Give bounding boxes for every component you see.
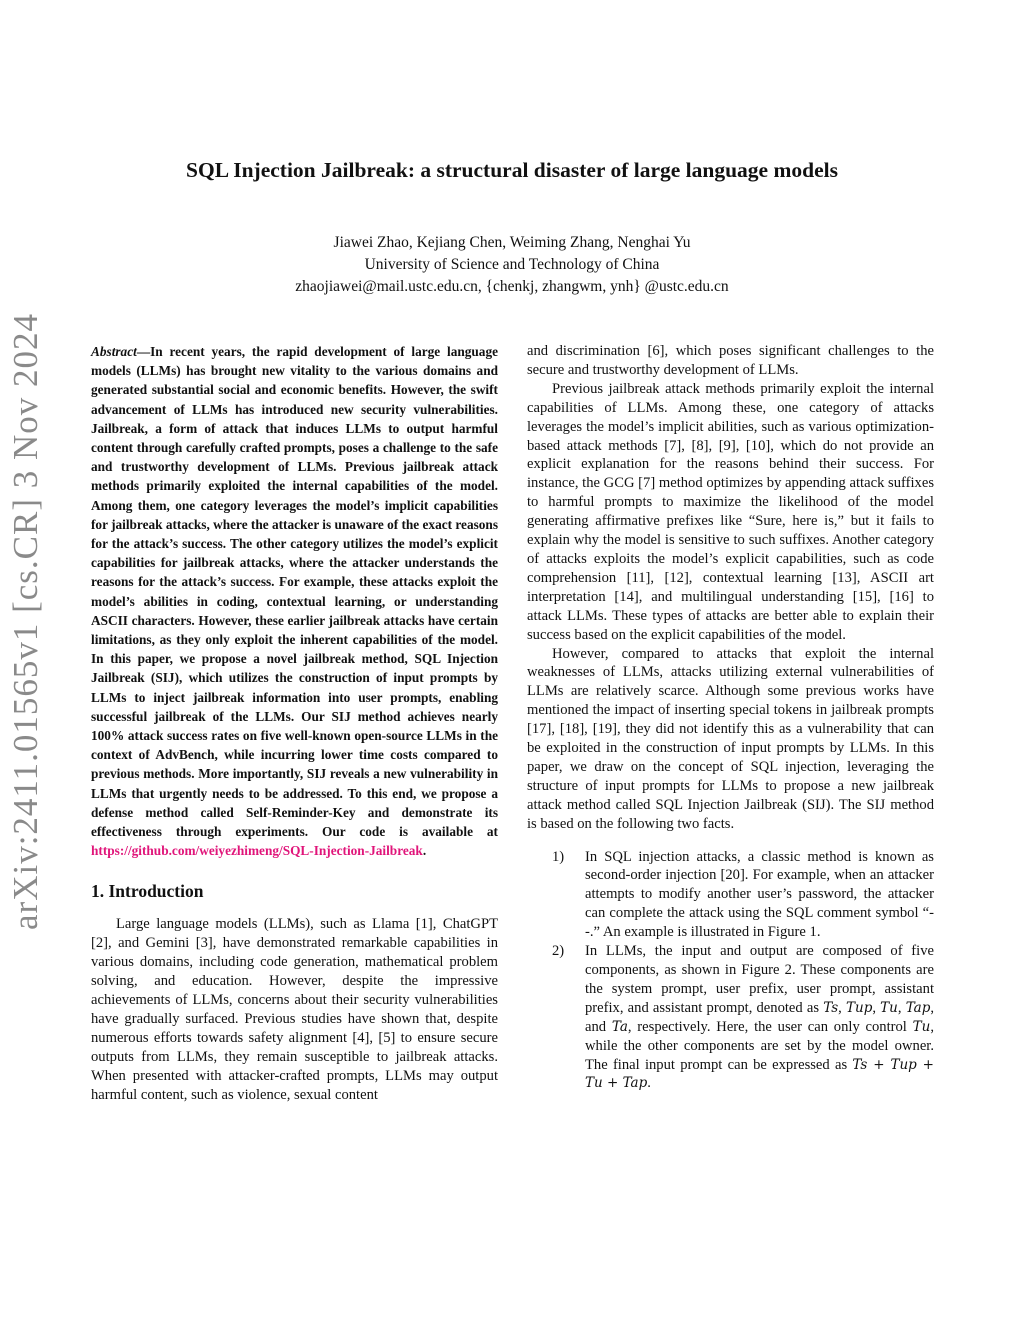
intro-paragraph-2: Previous jailbreak attack methods primarily exploit the internal capabilities of LLMs. Among these, one category of attacks leverages the model’s implicit abilities, such as various optimization-based attack methods [7], [8], [9], [10], which do not provide an explicit explanation for the reasons behind their success. For instance, the GCG [7] method optimizes by appending attack suffixes to harmful prompts to maximize the likelihood of the model generating affirmative prefixes like “Sure, here is,” but it fails to explain why the model is sensitive to such suffixes. Another category of attacks exploits the model’s explicit capabilities, such as code comprehension [11], [12], contextual learning [13], ASCII art interpretation [14], and multilingual understanding [15], [16] to attack LLMs. These types of attacks are better able to explain their success based on the explicit capabilities of the model. — [527, 380, 934, 643]
math-ts: Ts — [823, 999, 839, 1016]
fact-text-1: In SQL injection attacks, a classic method is known as second-order injection [20]. For example, when an attacker attempts to modify another user’s password, the attacker can complete the attack using the SQL comment symbol “- -.” An example is illustrated in Figure 1. — [585, 848, 934, 941]
math-tu: Tu — [880, 999, 898, 1016]
left-column — [91, 342, 498, 1104]
section-heading-introduction: 1. Introduction — [91, 881, 204, 902]
math-tup: Tup — [846, 999, 873, 1016]
math-ta: Ta — [611, 1018, 628, 1035]
right-column — [527, 342, 934, 1093]
math-sum: Ts + Tup + Tu + Tap — [585, 1056, 934, 1092]
sep: , and — [585, 999, 935, 1035]
period: . — [647, 1075, 651, 1092]
code-link[interactable]: https://github.com/weiyezhimeng/SQL-Injection-Jailbreak — [91, 843, 423, 859]
sep: , — [838, 999, 846, 1016]
intro-paragraph-3: However, compared to attacks that exploit the internal weaknesses of LLMs, attacks utilizing external vulnerabilities of LLMs are relatively scarce. Although some previous works have mentioned the impact of inserting special tokens in jailbreak prompts [17], [18], [19], they did not identify this as a vulnerability that can be exploited in the construction of input prompts by LLMs. In this paper, we draw on the concept of SQL injection, leveraging the structure of input prompts for LLMs to propose a new jailbreak attack method called SQL Injection Jailbreak (SIJ). The SIJ method is based on the following two facts. — [527, 645, 934, 832]
affiliation: University of Science and Technology of China — [364, 256, 660, 273]
author-names: Jiawei Zhao, Kejiang Chen, Weiming Zhang, Nenghai Yu — [333, 234, 691, 251]
math-tap: Tap — [905, 999, 931, 1016]
abstract-label: Abstract — [91, 344, 137, 359]
author-block — [0, 232, 1024, 298]
abstract-end: . — [422, 843, 427, 859]
sep: , — [872, 999, 881, 1016]
math-tu-2: Tu — [912, 1018, 931, 1035]
sep: , — [897, 999, 906, 1016]
fact-text-2c: , while the other components are set by the model owner. The final input prompt can be expressed as — [585, 1018, 934, 1073]
fact-text-2 — [585, 943, 934, 1091]
arxiv-identifier: arXiv:2411.01565v1 [cs.CR] 3 Nov 2024 — [6, 312, 45, 930]
abstract — [91, 342, 498, 860]
fact-text-2a: In LLMs, the input and output are composed of five components, as shown in Figure 2. These components are the system prompt, user prefix, user prompt, assistant prefix, and assistant prompt, denoted as — [585, 943, 934, 1016]
fact-text-2b: , respectively. Here, the user can only control — [627, 1018, 913, 1035]
abstract-body: —In recent years, the rapid development of large language models (LLMs) has brought new vitality to the various domains and generated substantial social and economic benefits. However, the swift advancement of LLMs has introduced new security vulnerabilities. Jailbreak, a form of attack that induces LLMs to output harmful content through carefully crafted prompts, poses a challenge to the safe and trustworthy development of LLMs. Previous jailbreak attack methods primarily exploited the internal capabilities of the model. Among them, one category leverages the model’s implicit capabilities for jailbreak attacks, where the attacker is unaware of the exact reasons for the attack’s success. The other category utilizes the model’s explicit capabilities for jailbreak attacks, where the attacker understands the reasons for the attack’s success. For example, these attacks exploit the model’s abilities in coding, contextual learning, or understanding ASCII characters. However, these earlier jailbreak attacks have certain limitations, as they only exploit the inherent capabilities of the model. In this paper, we propose a novel jailbreak method, SQL Injection Jailbreak (SIJ), which utilizes the construction of input prompts by LLMs to inject jailbreak information into user prompts, enabling successful jailbreak of the LLMs. Our SIJ method achieves nearly 100% attack success rates on five well-known open-source LLMs in the context of AdvBench, while incurring lower time costs compared to previous methods. More importantly, SIJ reveals a new vulnerability in LLMs that urgently needs to be addressed. To this end, we propose a defense method called Self-Reminder-Key and demonstrate its effectiveness through experiments. Our code is available at — [91, 344, 498, 840]
author-emails: zhaojiawei@mail.ustc.edu.cn, {chenkj, zhangwm, ynh} @ustc.edu.cn — [295, 278, 729, 295]
fact-number-2: 2) — [552, 943, 565, 960]
fact-number-1: 1) — [552, 848, 565, 865]
fact-item-1 — [527, 848, 934, 943]
intro-paragraph-1: Large language models (LLMs), such as Llama [1], ChatGPT [2], and Gemini [3], have demonstrated remarkable capabilities in various domains, including code generation, mathematical problem solving, and education. However, despite the impressive achievements of LLMs, concerns about their security vulnerabilities have gradually surfaced. Previous studies have shown that, despite numerous efforts towards safety alignment [4], [5] to ensure secure outputs from LLMs, they remain susceptible to jailbreak attacks. When presented with attacker-crafted prompts, LLMs may output harmful content, such as violence, sexual content — [91, 916, 498, 1103]
intro-continuation: and discrimination [6], which poses significant challenges to the secure and trustworthy development of LLMs. — [527, 343, 934, 378]
fact-item-2 — [527, 942, 934, 1093]
paper-title: SQL Injection Jailbreak: a structural disaster of large language models — [186, 158, 838, 182]
facts-list — [527, 848, 934, 1094]
